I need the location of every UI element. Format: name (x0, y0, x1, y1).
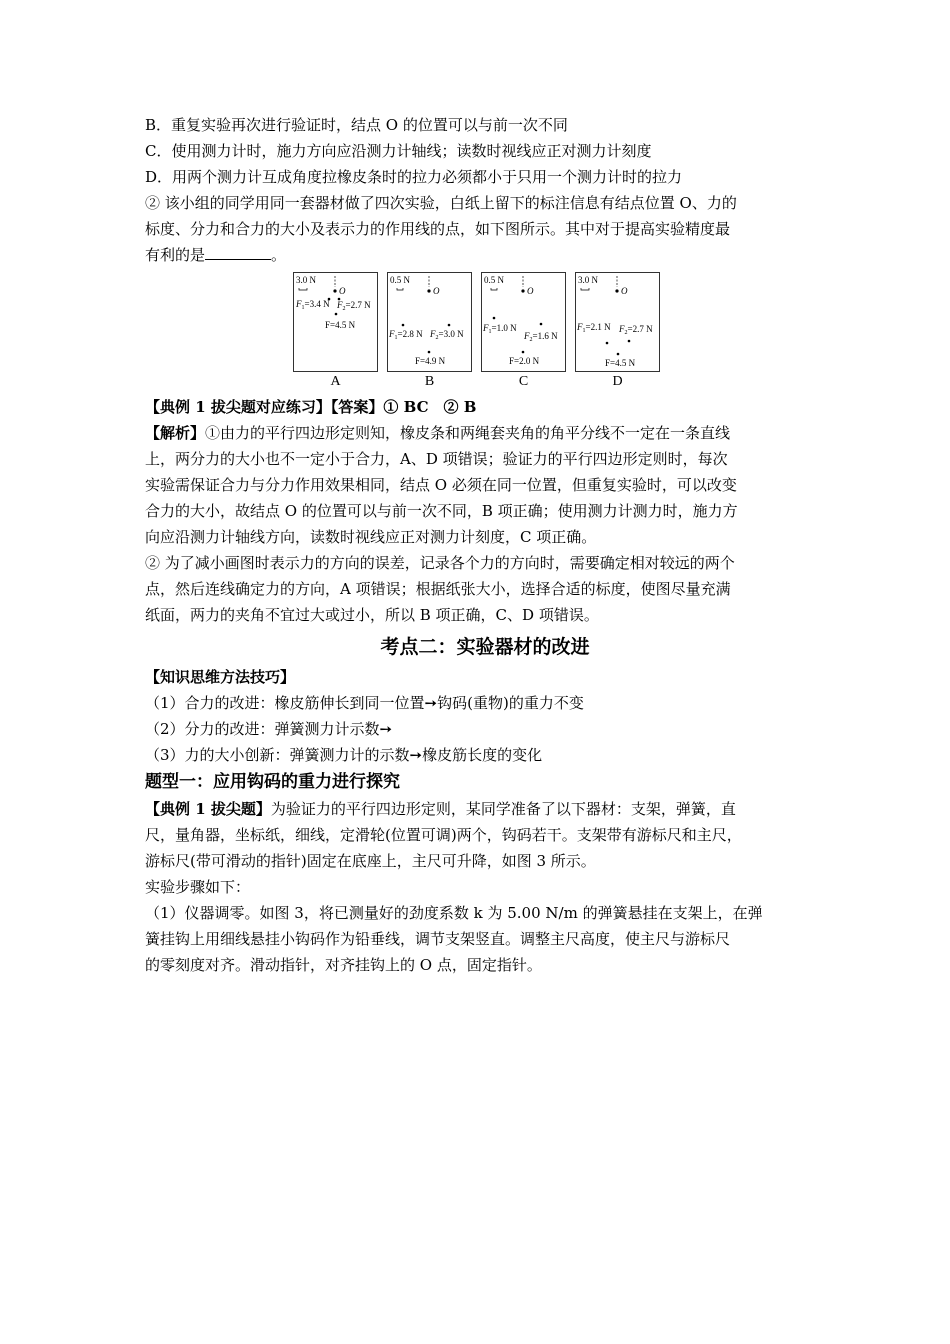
tip-1: （1）合力的改进：橡皮筋伸长到同一位置➙钩码(重物)的重力不变 (145, 694, 584, 712)
figure-panel-a (293, 272, 378, 392)
analysis-line-1: 【解析】①由力的平行四边形定则知，橡皮条和两绳套夹角的角平分线不一定在一条直线 (145, 424, 731, 442)
resultant-label: F=2.0 N (509, 356, 540, 366)
force-point (493, 317, 496, 320)
analysis-line-8: 纸面，两力的夹角不宜过大或过小，所以 B 项正确，C、D 项错误。 (145, 606, 599, 624)
analysis-line-2: 上，两分力的大小也不一定小于合力，A、D 项错误；验证力的平行四边形定则时，每次 (145, 450, 728, 468)
answer-line (145, 394, 825, 420)
force-point (617, 353, 620, 356)
figure-panel-c (481, 272, 566, 392)
scale-label: 0.5 N (390, 275, 410, 285)
knot-label: O (339, 286, 346, 296)
step-1-line-3: 的零刻度对齐。滑动指针，对齐挂钩上的 O 点，固定指针。 (145, 956, 542, 974)
panel-label-c: C (518, 374, 529, 389)
analysis-line-4: 合力的大小，故结点 O 的位置可以与前一次不同，B 项正确；使用测力计测力时，施力方 (145, 502, 738, 520)
panel-c-drawing (481, 272, 566, 372)
force-point (428, 351, 431, 354)
panel-b-drawing (387, 272, 472, 372)
knot-point (521, 289, 524, 292)
panel-label-a: A (330, 374, 341, 389)
knot-point (427, 289, 430, 292)
analysis-line-3: 实验需保证合力与分力作用效果相同，结点 O 必须在同一位置，但重复实验时，可以改变 (145, 476, 737, 494)
example-line-3: 游标尺(带可滑动的指针)固定在底座上，主尺可升降，如图 3 所示。 (145, 852, 596, 870)
question-2-line-2: 标度、分力和合力的大小及表示力的作用线的点，如下图所示。其中对于提高实验精度最 (145, 220, 731, 238)
knot-label: O (527, 286, 534, 296)
analysis-label: 【解析】 (145, 424, 206, 442)
f1-label: $F_1=1.0$ N (483, 323, 517, 335)
example-label: 【典例 1 拔尖题】 (145, 800, 271, 818)
panel-label-b: B (424, 374, 435, 389)
answer-blank (205, 245, 271, 260)
tips-heading: 【知识思维方法技巧】 (145, 668, 296, 686)
force-point (606, 342, 609, 345)
f1-label: $F_1=2.8$ N (389, 329, 423, 341)
panel-a-drawing (293, 272, 378, 372)
resultant-label: F=4.5 N (605, 358, 636, 368)
resultant-label: F=4.5 N (325, 320, 356, 330)
question-type-title: 题型一：应用钩码的重力进行探究 (145, 772, 400, 792)
scale-label: 3.0 N (296, 275, 316, 285)
step-1-line-2: 簧挂钩上用细线悬挂小钩码作为铅垂线，调节支架竖直。调整主尺高度，使主尺与游标尺 (145, 930, 731, 948)
question-2-line-1: ② 该小组的同学用同一套器材做了四次实验，白纸上留下的标注信息有结点位置 O、力的 (145, 194, 737, 212)
analysis-line-7: 点，然后连线确定力的方向，A 项错误；根据纸张大小，选择合适的标度，使图尽量充满 (145, 580, 731, 598)
scale-bar (397, 288, 403, 290)
f2-label: $F_2=1.6$ N (524, 331, 558, 343)
panel-d-drawing (575, 272, 660, 372)
resultant-label: F=4.9 N (415, 356, 446, 366)
force-point (448, 324, 451, 327)
answer-value: ① BC ② B (383, 398, 477, 416)
panel-label-d: D (612, 374, 623, 389)
option-d: D．用两个测力计互成角度拉橡皮条时的拉力必须都小于只用一个测力计时的拉力 (145, 168, 683, 186)
force-point (540, 323, 543, 326)
f2-label: $F_2=2.7$ N (619, 324, 653, 336)
force-point (522, 351, 525, 354)
figure-panel-d (575, 272, 660, 392)
document-page (145, 112, 825, 978)
example-line-2: 尺，量角器，坐标纸，细线，定滑轮(位置可调)两个，钩码若干。支架带有游标尺和主尺， (145, 826, 742, 844)
scale-label: 0.5 N (484, 275, 504, 285)
section-title: 考点二：实验器材的改进 (380, 636, 590, 658)
knot-label: O (621, 286, 628, 296)
question-2-prefix: 有利的是 (145, 246, 206, 264)
knot-label: O (433, 286, 440, 296)
tip-3: （3）力的大小创新：弹簧测力计的示数➙橡皮筋长度的变化 (145, 746, 543, 764)
f2-label: $F_2=3.0$ N (430, 329, 464, 341)
tip-2: （2）分力的改进：弹簧测力计示数➙ (145, 720, 393, 738)
knot-point (333, 289, 336, 292)
scale-bar (299, 288, 307, 290)
f1-label: $F_1=2.1$ N (577, 322, 611, 334)
analysis-line-6: ② 为了减小画图时表示力的方向的误差，记录各个力的方向时，需要确定相对较远的两个 (145, 554, 735, 572)
scale-label: 3.0 N (578, 275, 598, 285)
force-point (402, 324, 405, 327)
example-line-1: 【典例 1 拔尖题】为验证力的平行四边形定则，某同学准备了以下器材：支架，弹簧，直 (145, 800, 736, 818)
option-c: C．使用测力计时，施力方向应沿测力计轴线；读数时视线应正对测力计刻度 (145, 142, 652, 160)
experiment-figure (293, 272, 825, 392)
question-2-line-3 (145, 242, 825, 268)
f1-label: $F_1=3.4$ N (296, 299, 330, 311)
knot-point (615, 289, 618, 292)
scale-bar (491, 288, 497, 290)
step-1-line-1: （1）仪器调零。如图 3，将已测量好的劲度系数 k 为 5.00 N/m 的弹簧悬挂在支架上，在弹 (145, 904, 763, 922)
force-point (335, 313, 338, 316)
steps-heading: 实验步骤如下： (145, 878, 251, 896)
force-point (628, 340, 631, 343)
option-b: B．重复实验再次进行验证时，结点 O 的位置可以与前一次不同 (145, 116, 568, 134)
question-2-suffix: 。 (271, 246, 287, 264)
analysis-line-5: 向应沿测力计轴线方向，读数时视线应正对测力计刻度，C 项正确。 (145, 528, 597, 546)
figure-panel-b (387, 272, 472, 392)
answer-label: 【典例 1 拔尖题对应练习】【答案】 (145, 398, 384, 416)
scale-bar (581, 288, 589, 290)
f2-label: $F_2=2.7$ N (337, 300, 371, 312)
